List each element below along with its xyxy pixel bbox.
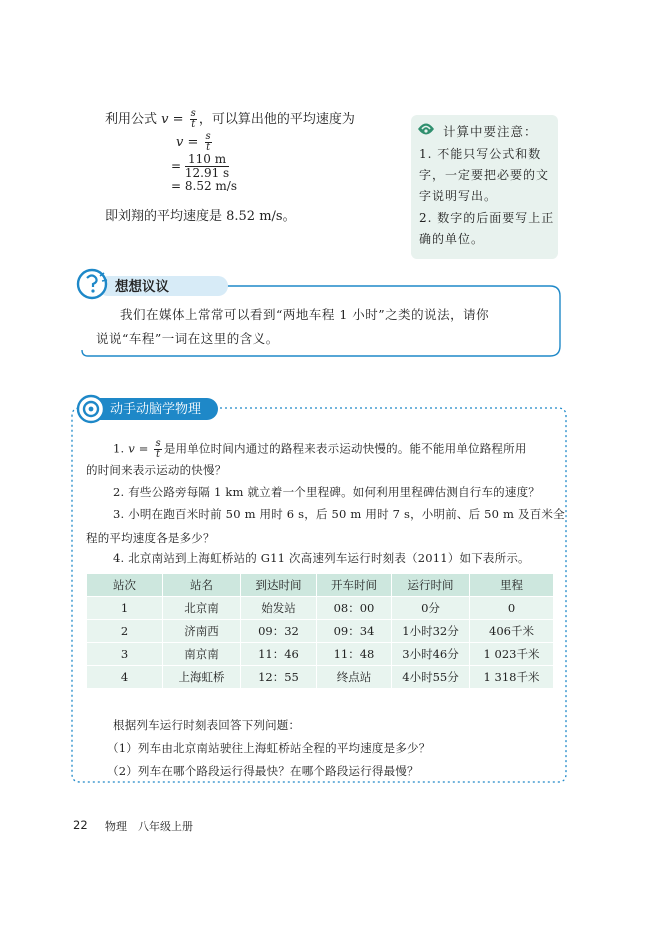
question-1-fraction	[154, 439, 161, 460]
equation-distance: 110 m	[185, 153, 229, 167]
table-cell: 09：34	[317, 620, 392, 643]
table-cell: 11：46	[241, 643, 317, 666]
table-cell: 12：55	[241, 666, 317, 689]
table-cell: 4	[87, 666, 163, 689]
question-1-text: 是用单位时间内通过的路程来表示运动快慢的。能不能用单位路程所用	[163, 441, 527, 456]
table-cell: 09：32	[241, 620, 317, 643]
intro-line	[105, 108, 355, 130]
intro-formula-numerator: s	[190, 108, 196, 119]
table-cell: 11：48	[317, 643, 392, 666]
table-cell: 济南西	[163, 620, 241, 643]
table-cell: 1小时32分	[392, 620, 470, 643]
equation-result: = 8.52 m/s	[171, 179, 237, 193]
table-cell: 始发站	[241, 597, 317, 620]
intro-suffix: ，可以算出他的平均速度为	[198, 112, 355, 127]
question-1-line-2: 的时间来表示运动的快慢？	[86, 463, 227, 477]
sub-question-2: （2）列车在哪个路段运行得最快？在哪个路段运行得最慢？	[107, 764, 419, 778]
target-icon	[75, 393, 107, 425]
intro-formula-fraction	[190, 109, 197, 130]
table-row	[87, 666, 554, 689]
equation-value-fraction	[185, 153, 229, 180]
question-1-numerator: s	[155, 438, 161, 449]
timetable	[86, 573, 554, 689]
table-cell: 南京南	[163, 643, 241, 666]
sub-question-1: （1）列车由北京南站驶往上海虹桥站全程的平均速度是多少？	[107, 741, 431, 755]
conclusion-text: 即刘翔的平均速度是 8.52 m/s。	[105, 209, 296, 224]
equation-numerator: s	[205, 131, 211, 142]
leaf-icon	[416, 120, 436, 138]
header-cell: 到达时间	[241, 574, 317, 597]
page-number: 22	[73, 818, 88, 832]
header-cell: 里程	[470, 574, 554, 597]
table-row	[87, 597, 554, 620]
intro-formula-lhs: v =	[161, 112, 184, 127]
question-3-line-2: 程的平均速度各是多少？	[86, 531, 215, 545]
table-cell: 3小时46分	[392, 643, 470, 666]
discuss-line-2: 说说“车程”一词在这里的含义。	[96, 331, 279, 346]
table-cell: 4小时55分	[392, 666, 470, 689]
question-4: 4. 北京南站到上海虹桥站的 G11 次高速列车运行时刻表（2011）如下表所示。	[113, 551, 530, 565]
table-cell: 北京南	[163, 597, 241, 620]
question-1-number: 1.	[113, 441, 125, 456]
discuss-title: 想想议议	[115, 279, 169, 295]
note-title: 计算中要注意：	[443, 124, 538, 139]
table-cell: 0分	[392, 597, 470, 620]
table-row	[87, 643, 554, 666]
table-cell: 406千米	[470, 620, 554, 643]
table-cell: 0	[470, 597, 554, 620]
note-point-2: 2. 数字的后面要写上正确的单位。	[419, 211, 555, 246]
timetable-header-row	[87, 574, 554, 597]
equation-time: 12.91 s	[184, 166, 230, 180]
header-cell: 站次	[87, 574, 163, 597]
question-1	[113, 439, 527, 460]
discuss-line-1: 我们在媒体上常常可以看到“两地车程 1 小时”之类的说法，请你	[120, 307, 490, 322]
equation-line-1	[176, 132, 214, 153]
equation-lhs: v =	[176, 135, 199, 150]
equation-fraction	[205, 132, 212, 153]
table-cell: 1 023千米	[470, 643, 554, 666]
question-2: 2. 有些公路旁每隔 1 km 就立着一个里程碑。如何利用里程碑估测自行车的速度？	[113, 485, 540, 499]
question-3-line-1: 3. 小明在跑百米时前 50 m 用时 6 s，后 50 m 用时 7 s，小明前、后 50 m 及百米全	[113, 507, 565, 521]
question-1-lhs: v =	[128, 441, 149, 456]
book-title: 物理 八年级上册	[105, 820, 193, 833]
table-instruction: 根据列车运行时刻表回答下列问题：	[113, 718, 301, 732]
table-cell: 1 318千米	[470, 666, 554, 689]
equation-line-2	[171, 153, 229, 180]
header-cell: 开车时间	[317, 574, 392, 597]
table-row	[87, 620, 554, 643]
table-cell: 08：00	[317, 597, 392, 620]
equation-denominator: t	[206, 142, 211, 153]
table-cell: 3	[87, 643, 163, 666]
question-1-denominator: t	[156, 449, 161, 460]
intro-prefix: 利用公式	[105, 112, 158, 127]
table-cell: 1	[87, 597, 163, 620]
table-cell: 终点站	[317, 666, 392, 689]
table-cell: 2	[87, 620, 163, 643]
discuss-icon	[76, 268, 110, 300]
handson-title: 动手动脑学物理	[110, 402, 202, 417]
header-cell: 运行时间	[392, 574, 470, 597]
table-cell: 上海虹桥	[163, 666, 241, 689]
note-point-1: 1. 不能只写公式和数字，一定要把必要的文字说明写出。	[419, 147, 550, 203]
header-cell: 站名	[163, 574, 241, 597]
intro-formula-denominator: t	[191, 119, 196, 130]
equation-equals: =	[171, 159, 182, 173]
